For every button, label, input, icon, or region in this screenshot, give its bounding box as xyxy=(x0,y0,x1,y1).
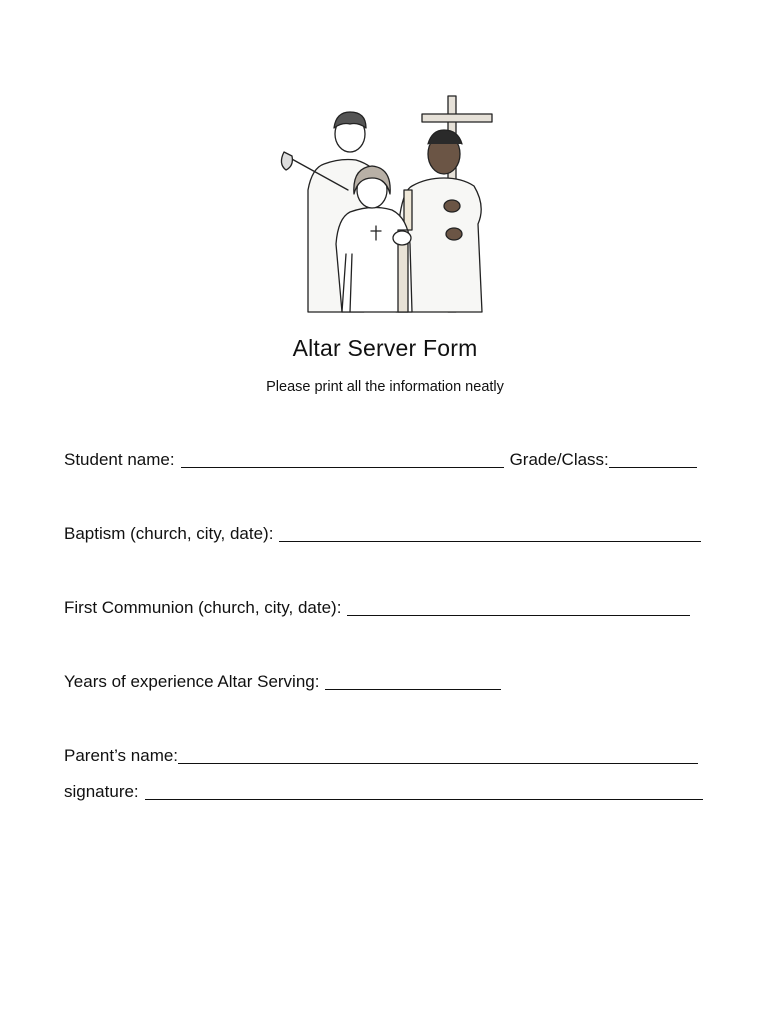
first-communion-row xyxy=(64,598,690,618)
student-name-field[interactable] xyxy=(181,451,504,468)
signature-row xyxy=(64,782,703,802)
years-experience-label: Years of experience Altar Serving: xyxy=(64,672,320,691)
signature-field[interactable] xyxy=(145,783,703,800)
altar-servers-illustration-icon xyxy=(272,94,498,316)
first-communion-label: First Communion (church, city, date): xyxy=(64,598,342,617)
form-subtitle: Please print all the information neatly xyxy=(266,379,504,395)
grade-class-label: Grade/Class: xyxy=(509,450,609,469)
baptism-field[interactable] xyxy=(279,525,701,542)
years-experience-row xyxy=(64,672,501,692)
student-name-label: Student name: xyxy=(64,450,175,469)
years-experience-field[interactable] xyxy=(325,673,501,690)
signature-label: signature: xyxy=(64,782,139,801)
baptism-label: Baptism (church, city, date): xyxy=(64,524,274,543)
parent-name-label: Parent’s name: xyxy=(64,746,179,765)
first-communion-field[interactable] xyxy=(347,599,690,616)
parent-name-row xyxy=(64,746,698,766)
grade-class-field[interactable] xyxy=(609,451,697,468)
parent-name-field[interactable] xyxy=(178,747,698,764)
student-name-row xyxy=(64,450,697,470)
baptism-row xyxy=(64,524,701,544)
form-title: Altar Server Form xyxy=(292,335,478,361)
